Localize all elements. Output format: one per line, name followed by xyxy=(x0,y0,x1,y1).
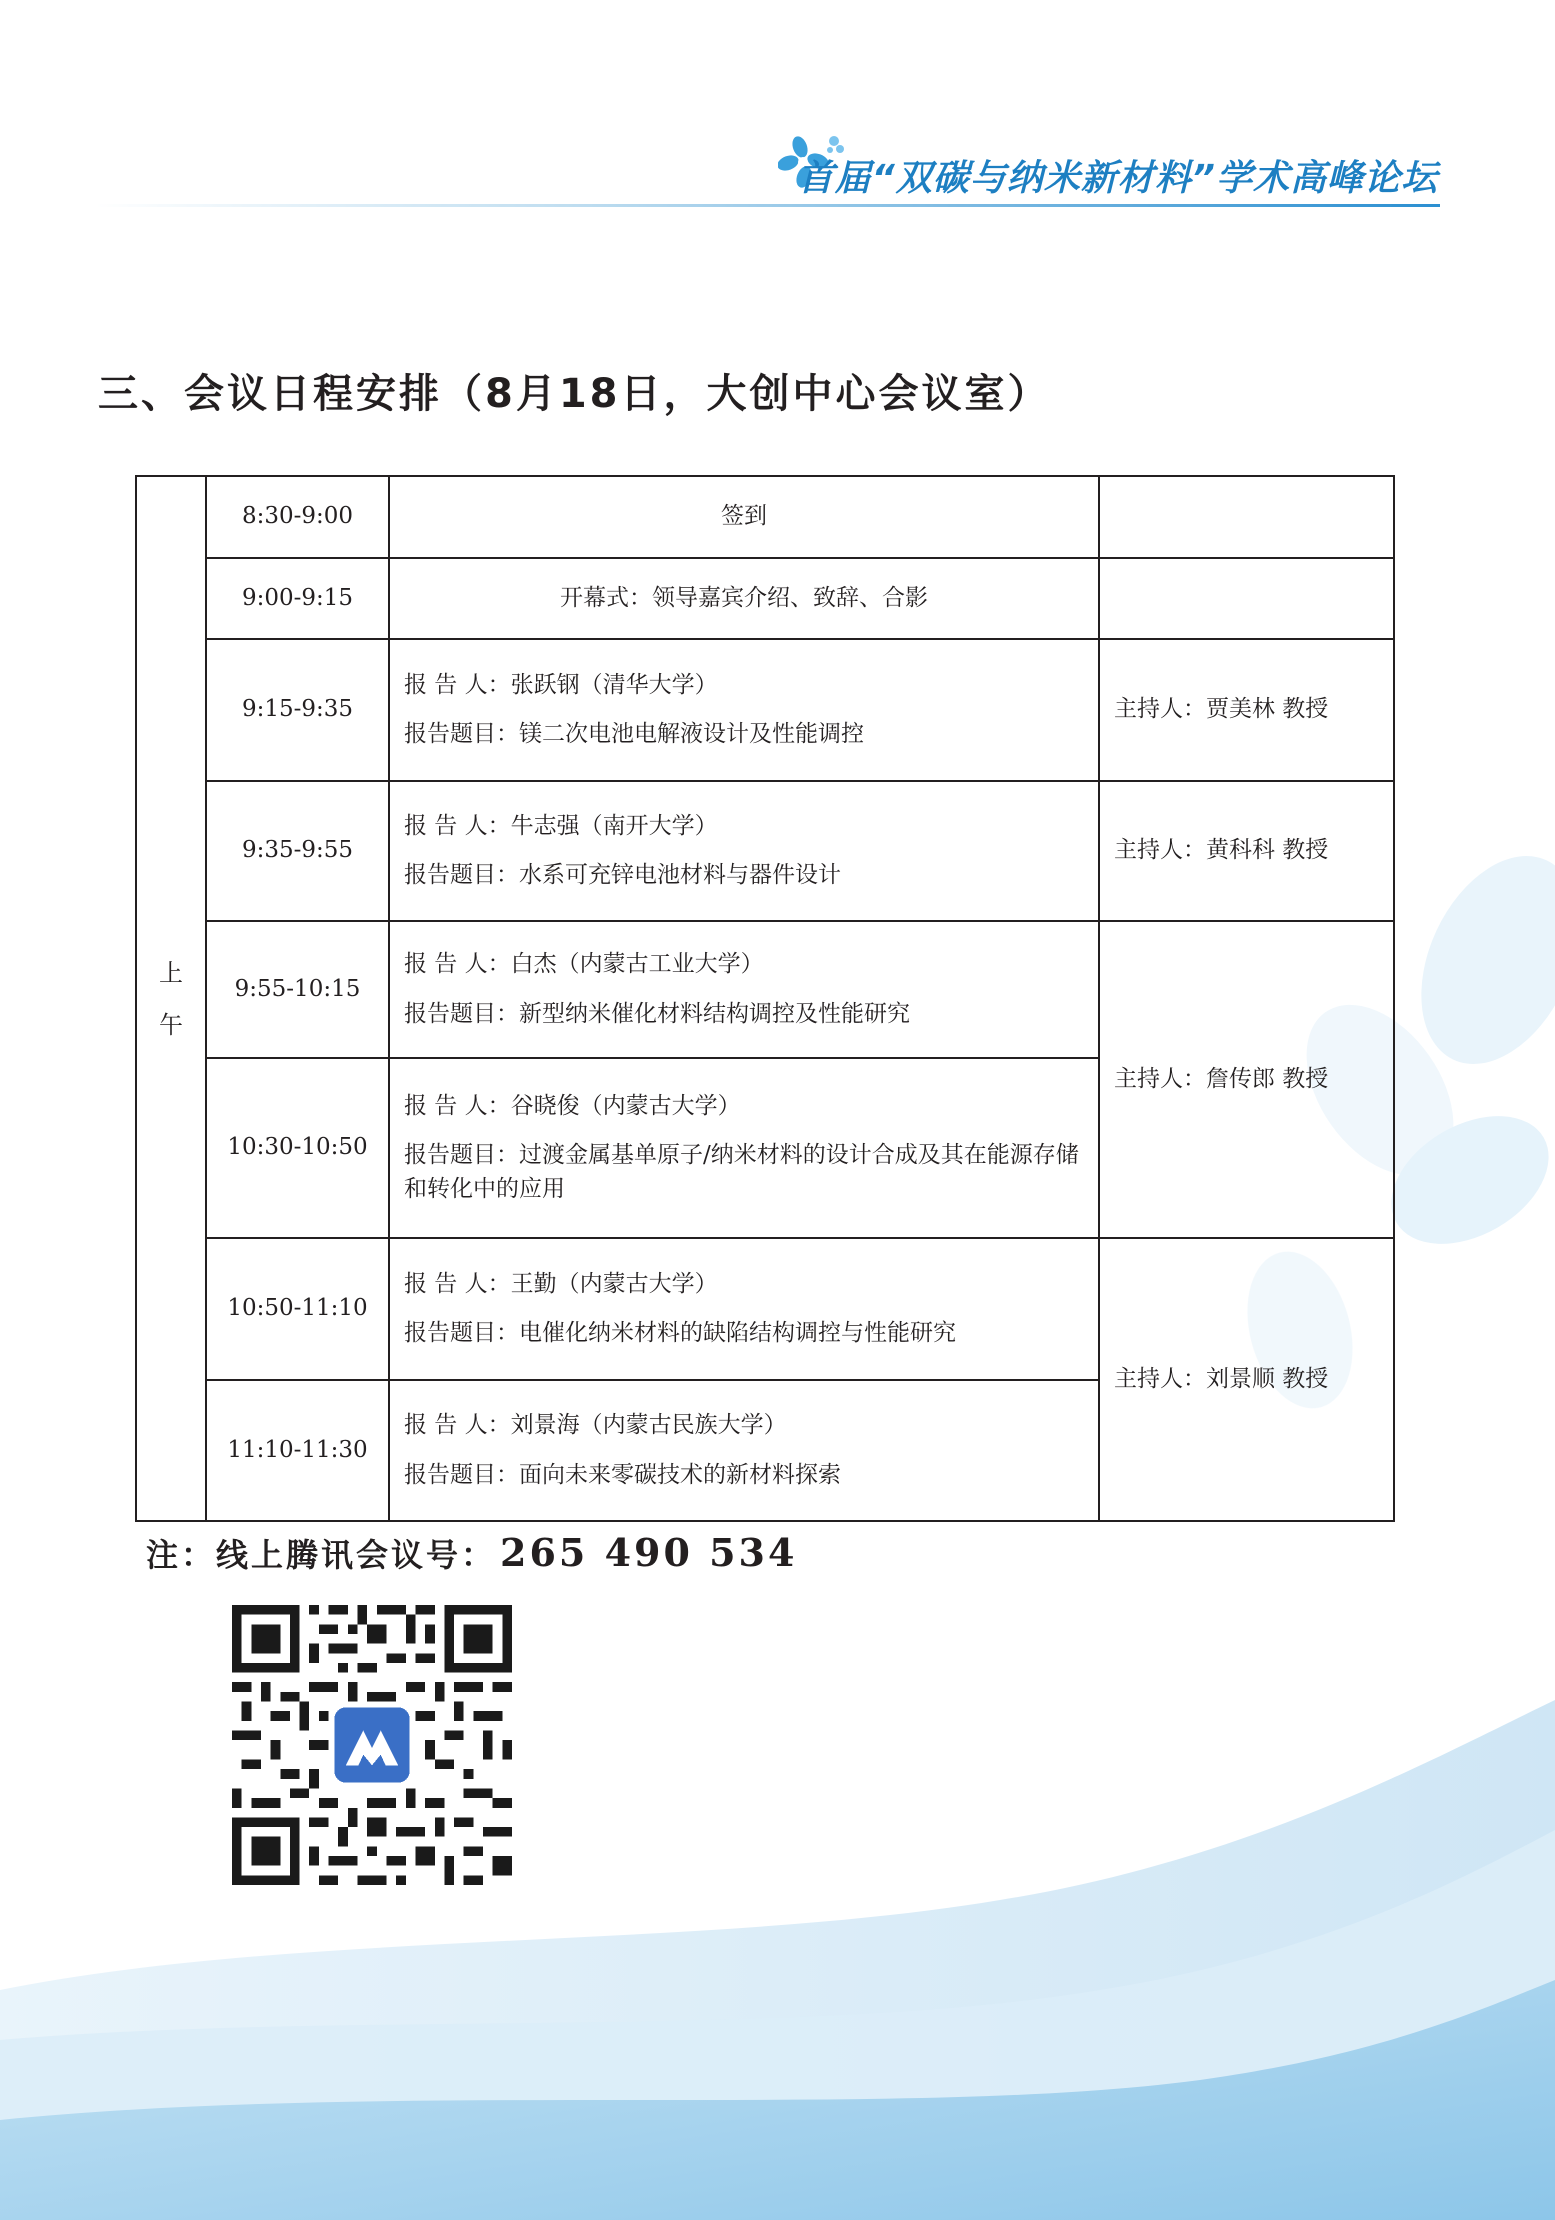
time-cell: 11:10-11:30 xyxy=(206,1380,389,1521)
time-cell: 10:50-11:10 xyxy=(206,1238,389,1380)
host-cell-empty xyxy=(1099,558,1394,639)
speaker-line: 报 告 人：白杰（内蒙古工业大学） xyxy=(404,951,764,978)
table-row xyxy=(136,476,1394,558)
host-cell: 主持人：詹传郎 教授 xyxy=(1099,921,1394,1238)
section-title: 三、会议日程安排（8月18日，大创中心会议室） xyxy=(98,371,1051,417)
content-cell: 开幕式：领导嘉宾介绍、致辞、合影 xyxy=(389,558,1099,639)
meeting-note xyxy=(146,1530,797,1576)
content-cell xyxy=(389,921,1099,1058)
speaker-line: 报 告 人：刘景海（内蒙古民族大学） xyxy=(404,1412,787,1439)
time-cell: 10:30-10:50 xyxy=(206,1058,389,1238)
schedule-table xyxy=(135,475,1395,1522)
table-row xyxy=(136,781,1394,921)
host-cell: 主持人：贾美林 教授 xyxy=(1099,639,1394,781)
topic-line: 报告题目：水系可充锌电池材料与器件设计 xyxy=(404,862,841,888)
table-row xyxy=(136,558,1394,639)
table-row xyxy=(136,921,1394,1058)
topic-line: 报告题目：过渡金属基单原子/纳米材料的设计合成及其在能源存储和转化中的应用 xyxy=(404,1142,1079,1202)
topic-line: 报告题目：镁二次电池电解液设计及性能调控 xyxy=(404,721,864,747)
period-cell xyxy=(136,476,206,1521)
period-label: 上午 xyxy=(159,958,183,1039)
table-row xyxy=(136,639,1394,781)
topic-line: 报告题目：电催化纳米材料的缺陷结构调控与性能研究 xyxy=(404,1320,956,1346)
time-cell: 9:35-9:55 xyxy=(206,781,389,921)
host-cell-empty xyxy=(1099,476,1394,558)
speaker-line: 报 告 人：张跃钢（清华大学） xyxy=(404,671,718,698)
topic-line: 报告题目：面向未来零碳技术的新材料探索 xyxy=(404,1461,841,1488)
table-row xyxy=(136,1238,1394,1380)
content-cell xyxy=(389,1380,1099,1521)
forum-title: 首届“双碳与纳米新材料”学术高峰论坛 xyxy=(797,158,1438,199)
content-cell xyxy=(389,781,1099,921)
content-cell xyxy=(389,1058,1099,1238)
host-cell: 主持人：刘景顺 教授 xyxy=(1099,1238,1394,1521)
content-cell xyxy=(389,1238,1099,1380)
speaker-line: 报 告 人：谷晓俊（内蒙古大学） xyxy=(404,1092,741,1119)
content-cell: 签到 xyxy=(389,476,1099,558)
meeting-id: 265 490 534 xyxy=(500,1530,798,1575)
time-cell: 9:55-10:15 xyxy=(206,921,389,1058)
note-label: 注：线上腾讯会议号： xyxy=(146,1536,497,1574)
time-cell: 8:30-9:00 xyxy=(206,476,389,558)
qr-code-icon xyxy=(232,1605,512,1885)
time-cell: 9:15-9:35 xyxy=(206,639,389,781)
time-cell: 9:00-9:15 xyxy=(206,558,389,639)
host-cell: 主持人：黄科科 教授 xyxy=(1099,781,1394,921)
topic-line: 报告题目：新型纳米催化材料结构调控及性能研究 xyxy=(404,1000,910,1027)
content-cell xyxy=(389,639,1099,781)
speaker-line: 报 告 人：牛志强（南开大学） xyxy=(404,812,718,839)
header-rule xyxy=(95,204,1440,207)
speaker-line: 报 告 人：王勤（内蒙古大学） xyxy=(404,1270,718,1297)
